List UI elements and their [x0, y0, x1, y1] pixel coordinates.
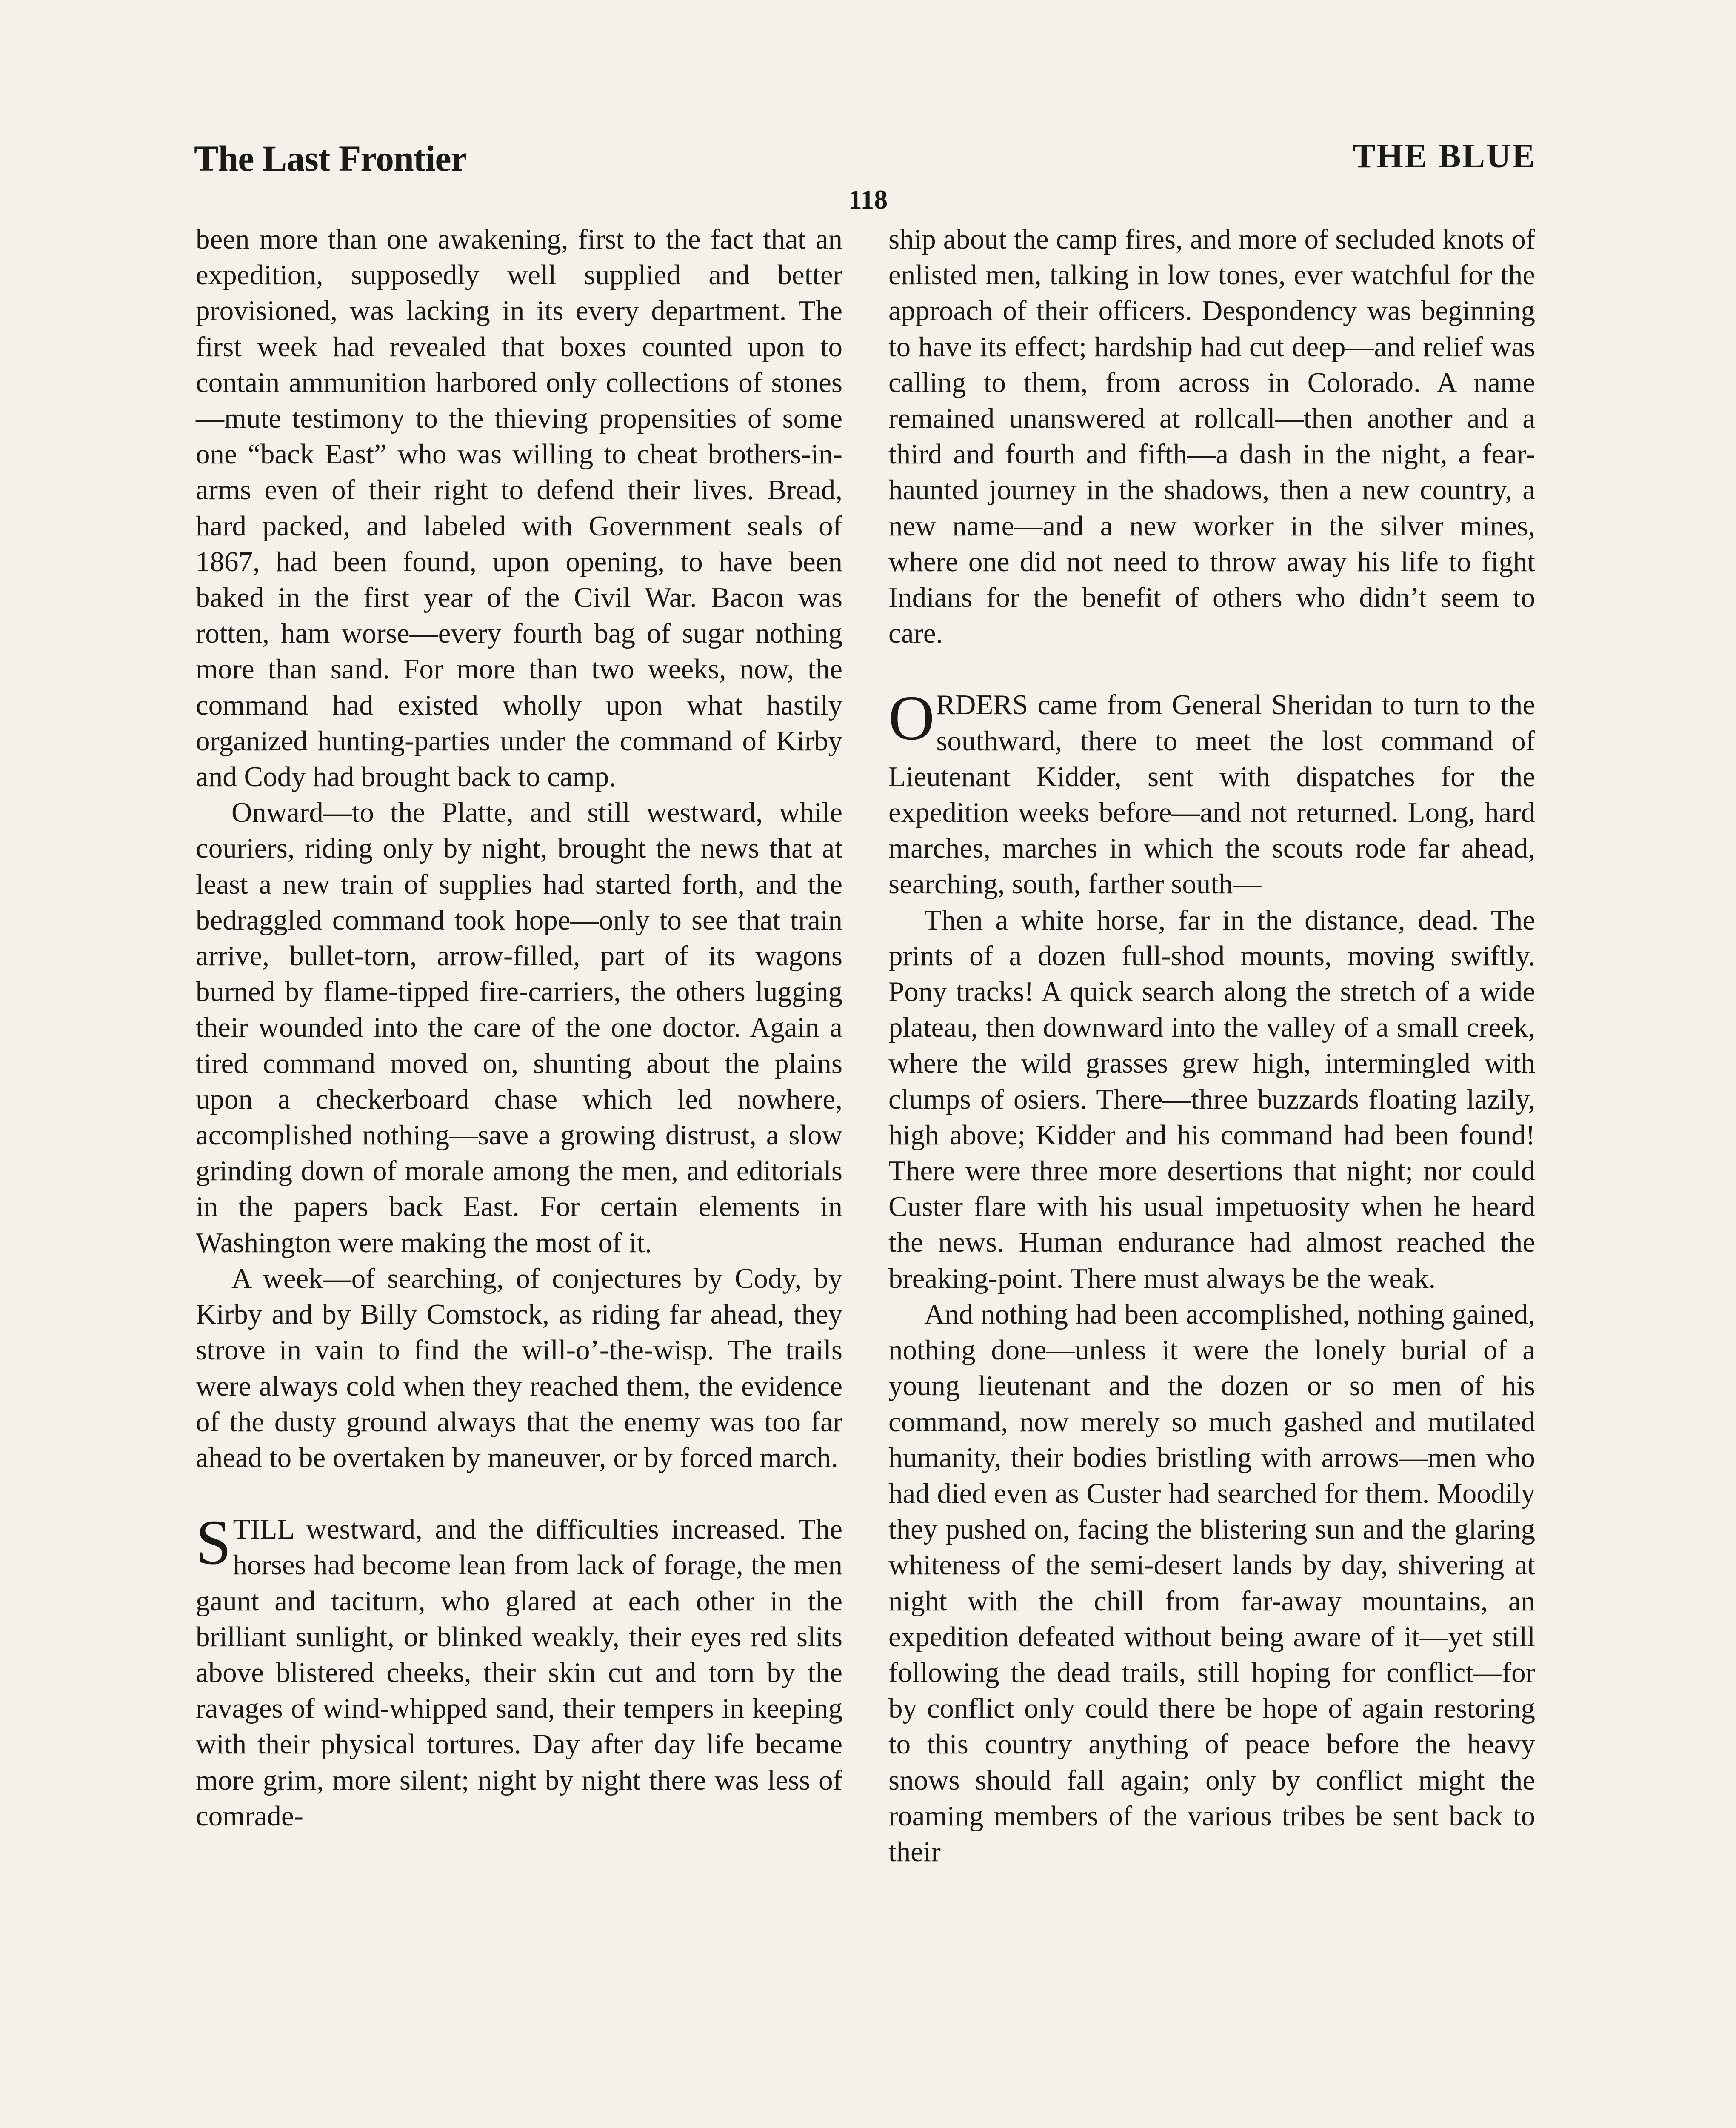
paragraph-with-initial [196, 1507, 842, 1834]
paragraph: A week—of searching, of conjectures by Cody, by Kirby and by Billy Comstock, as riding far ahead, they strove in vain to find the will-o’-the-wisp. The trails were always cold when they reached them, the evidence of the dusty ground always that the enemy was too far ahead to be overtaken by maneuver, or by forced march. [196, 1262, 842, 1473]
paragraph: been more than one awakening, first to the fact that an expedition, supposedly well supplied and better provisioned, was lacking in its every department. The first week had revealed that boxes counted upon to contain ammunition harbored only collections of stones—mute testimony to the thieving propensities of some one “back East” who was willing to cheat brothers-in-arms even of their right to defend their lives. Bread, hard packed, and labeled with Government seals of 1867, had been found, upon opening, to have been baked in the first year of the Civil War. Bacon was rotten, ham worse—every fourth bag of sugar nothing more than sand. For more than two weeks, now, the command had existed wholly upon what hastily organized hunting-parties under the command of Kirby and Cody had brought back to camp. [196, 223, 842, 793]
page-number: 118 [848, 184, 888, 215]
paragraph: And nothing had been accomplished, nothing gained, nothing done—unless it were the lonely burial of a young lieutenant and the dozen or so men of his command, now merely so much gashed and mutilated humanity, their bodies bristling with arrows—men who had died even as Custer had searched for them. Moodily they pushed on, facing the blistering sun and the glaring whiteness of the semi-desert lands by day, shivering at night with the chill from far-away mountains, an expedition defeated without being aware of it—yet still following the dead trails, still hoping for conflict—for by conflict only could there be hope of again restoring to this country anything of peace before the heavy snows should fall again; only by conflict might the roaming members of the various tribes be sent back to their [888, 1298, 1535, 1868]
drop-cap: S [196, 1507, 231, 1578]
paragraph-text: RDERS came from General Sheridan to turn to the southward, there to meet the lost command of Lieutenant Kidder, sent with dispatches for the expedition weeks before—and not returned. Long, hard marches, marches in which the scouts rode far ahead, searching, south, farther south— [888, 689, 1535, 900]
paragraph: ship about the camp fires, and more of secluded knots of enlisted men, talking in low tones, ever watchful for the approach of their officers. Despondency was beginning to have its effect; hardship had cut deep—and relief was calling to them, from across in Colorado. A name remained unanswered at rollcall—then another and a third and fourth and fifth—a dash in the night, a fear-haunted journey in the shadows, then a new country, a new name—and a new worker in the silver mines, where one did not need to throw away his life to fight Indians for the benefit of others who didn’t seem to care. [888, 223, 1535, 649]
paragraph: Then a white horse, far in the distance, dead. The prints of a dozen full-shod mounts, moving swiftly. Pony tracks! A quick search along the stretch of a wide plateau, then downward into the valley of a small creek, where the wild grasses grew high, intermingled with clumps of osiers. There—three buzzards floating lazily, high above; Kidder and his command had been found! There were three more desertions that night; nor could Custer flare with his usual impetuosity when he heard the news. Human endurance had almost reached the breaking-point. There must always be the weak. [888, 904, 1535, 1294]
right-column [888, 221, 1535, 1870]
paragraph: Onward—to the Platte, and still westward, while couriers, riding only by night, brought the news that at least a new train of supplies had started forth, and the bedraggled command took hope—only to see that train arrive, bullet-torn, arrow-filled, part of its wagons burned by flame-tipped fire-carriers, the others lugging their wounded into the care of the one doctor. Again a tired command moved on, shunting about the plains upon a checkerboard chase which led nowhere, accomplished nothing—save a growing distrust, a slow grinding down of morale among the men, and editorials in the papers back East. For certain elements in Washington were making the most of it. [196, 797, 842, 1258]
left-column [196, 221, 842, 1834]
paragraph-text: TILL westward, and the difficulties increased. The horses had become lean from lack of forage, the men gaunt and taciturn, who glared at each other in the brilliant sunlight, or blinked weakly, their eyes red slits above blistered cheeks, their skin cut and torn by the ravages of wind-whipped sand, their tempers in keeping with their physical tortures. Day after day life became more grim, more silent; night by night there was less of comrade- [196, 1513, 842, 1832]
paragraph-with-initial [888, 683, 1535, 902]
drop-cap: O [888, 683, 935, 754]
running-head-title: The Last Frontier [194, 138, 467, 179]
running-head-magazine: THE BLUE [1353, 137, 1536, 175]
